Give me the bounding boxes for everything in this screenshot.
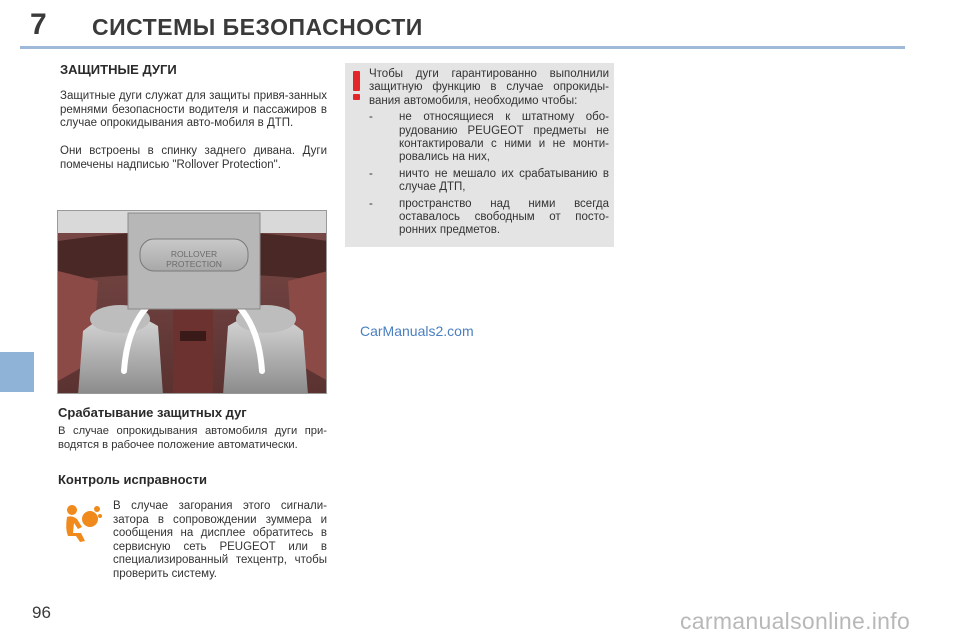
chapter-title: СИСТЕМЫ БЕЗОПАСНОСТИ [92, 14, 423, 40]
rollover-photo [57, 210, 327, 394]
section-title: ЗАЩИТНЫЕ ДУГИ [60, 62, 177, 77]
section-paragraph-1: Защитные дуги служат для защиты привя-занных ремнями безопасности водителя и пассажиров в случае опрокидывания авто-мобиля в ДТП. [60, 90, 327, 130]
warning-item: - пространство над ними всегда оставалось свободным от посто-ронних предметов. [369, 197, 609, 237]
activation-text: В случае опрокидывания автомобиля дуги при-водятся в рабочее положение автоматически. [58, 425, 327, 451]
section-paragraph-2: Они встроены в спинку заднего дивана. Дуги помечены надписью "Rollover Protection". [60, 145, 327, 171]
rollover-label-line1: ROLLOVER [170, 249, 218, 259]
watermark: CarManuals2.com [360, 323, 474, 339]
warning-text [369, 68, 609, 238]
airbag-warning-icon [63, 503, 103, 543]
rollover-label-line2: PROTECTION [166, 259, 222, 269]
activation-title: Срабатывание защитных дуг [58, 405, 247, 420]
car-interior-illustration [58, 211, 327, 394]
warning-intro: Чтобы дуги гарантированно выполнили защитную функцию в случае опрокиды-вания автомобиля, необходимо чтобы: [369, 68, 609, 107]
exclamation-icon [353, 71, 361, 101]
chapter-number: 7 [30, 8, 47, 41]
check-text: В случае загорания этого сигнали-затора в сопровождении зуммера и сообщения на дисплее обратитесь в сервисную сеть PEUGEOT или в специализированный техцентр, чтобы проверить систему. [113, 500, 327, 580]
footer-site-watermark: carmanualsonline.info [680, 608, 911, 634]
warning-item: - ничто не мешало их срабатыванию в случае ДТП, [369, 167, 609, 194]
warning-item: - не относящиеся к штатному обо-рудованию PEUGEOT предметы не контактировали с ними и не монти-ровались на них, [369, 111, 609, 164]
warning-box [345, 63, 614, 247]
chapter-side-tab [0, 352, 34, 392]
page-number: 96 [32, 603, 51, 622]
header-divider [20, 46, 905, 49]
check-title: Контроль исправности [58, 472, 207, 487]
